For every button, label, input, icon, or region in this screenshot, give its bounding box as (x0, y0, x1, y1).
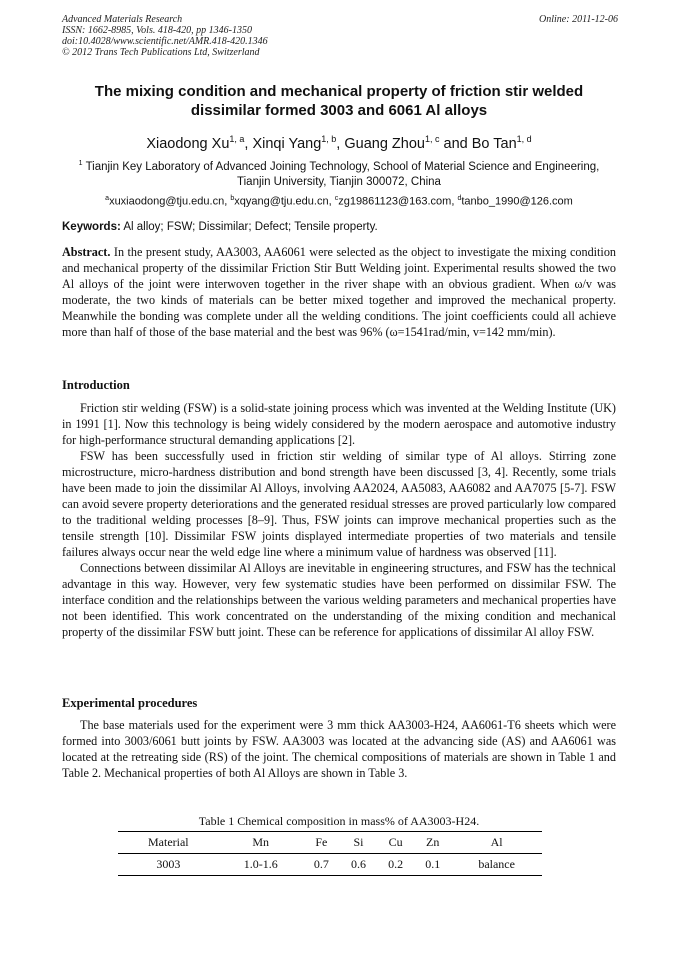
table-header-cell: Cu (388, 835, 403, 849)
table-cell: 1.0-1.6 (243, 857, 278, 871)
author-sup: 1, c (424, 134, 440, 144)
table-cell: 0.2 (388, 857, 404, 871)
author-name: Bo Tan (471, 135, 517, 152)
email-address[interactable]: xqyang@tju.edu.cn (234, 195, 329, 208)
author-list (62, 130, 616, 153)
issn-line: ISSN: 1662-8985, Vols. 418-420, pp 1346-1350 (62, 25, 252, 36)
author-name: Xinqi Yang (252, 135, 322, 152)
email-address[interactable]: xuxiaodong@tju.edu.cn (109, 195, 225, 208)
table-header-row (118, 832, 542, 854)
author-separator: , (244, 135, 253, 152)
email-address[interactable]: tanbo_1990@126.com (461, 195, 573, 208)
table-cell: 3003 (156, 857, 181, 871)
copyright-line: © 2012 Trans Tech Publications Ltd, Switzerland (62, 47, 260, 58)
email-sup: b (230, 195, 235, 202)
author-separator: , (336, 135, 345, 152)
table-cell: 0.6 (350, 857, 366, 871)
author-name: Guang Zhou (344, 135, 425, 152)
journal-name: Advanced Materials Research (62, 14, 183, 25)
paragraph: Connections between dissimilar Al Alloys are inevitable in engineering structures, and FSW has the technical advantage in this way. However, very few systematic studies have been performed on dissimilar FSW. The interface condition and the relationships between the various welding parameters and mechanical properties have not been identified. This work concentrated on the understanding of the mixing condition and mechanical property of the dissimilar FSW butt joint. These can be reference for applications of dissimilar Al alloy FSW. (62, 561, 616, 639)
author-sup: 1, d (516, 134, 532, 144)
table-row (118, 854, 542, 876)
email-sup: a (105, 195, 110, 202)
email-separator: , (451, 195, 458, 208)
email-sup: c (334, 195, 339, 202)
composition-table (118, 831, 542, 876)
table-header-cell: Mn (252, 835, 270, 849)
paragraph: The base materials used for the experiment were 3 mm thick AA3003-H24, AA6061-T6 sheets which were formed into 3003/6061 butt joints by FSW. AA3003 was located at the advancing side (AS) and AA6061 was located at the retreating side (RS) of the joint. The chemical compositions of materials are shown in Table 1 and Table 2. Mechanical properties of both Al Alloys are shown in Table 3. (62, 718, 616, 780)
paragraph: Friction stir welding (FSW) is a solid-state joining process which was invented at the Welding Institute (UK) in 1991 [1]. Now this technology is being widely considered by the modern aerospace and automotive industry for high-performance structural demanding applications [2]. (62, 401, 616, 447)
table-header-cell: Material (147, 835, 189, 849)
author-sup: 1, a (229, 134, 245, 144)
abstract-label: Abstract. (62, 245, 111, 259)
journal-header (62, 14, 618, 58)
table-header-cell: Si (353, 835, 364, 849)
table-cell: balance (478, 857, 515, 871)
affiliation-text: Tianjin Key Laboratory of Advanced Joining Technology, School of Material Science and Engineering, Tianjin University, Tianjin 300072, China (85, 160, 600, 188)
table-header-cell: Al (490, 835, 503, 849)
table-cell: 0.7 (313, 857, 329, 871)
keywords-text: Al alloy; FSW; Dissimilar; Defect; Tensile property. (123, 221, 378, 233)
table-cell: 0.1 (425, 857, 441, 871)
email-separator: , (224, 195, 231, 208)
abstract (62, 244, 616, 340)
experimental-body (62, 717, 616, 781)
paragraph: FSW has been successfully used in friction stir welding of similar type of Al alloys. Stirring zone microstructure, micro-hardness distribution and bond strength have been discussed [3, 4]. Recently, some trials have been made to join the dissimilar Al Alloys, involving AA2024, AA5083, AA6082 and AA7075 [5-7]. FSW can avoid severe property deteriorations and the generated residual stresses are proved particularly low compared to the traditional welding processes [8–9]. Thus, FSW joints can improve mechanical properties such as the tensile strength [10]. Dissimilar FSW joints displayed intermediate properties of two materials and tensile failures always occur near the weld edge line where a minimum value of hardness was observed [11]. (62, 449, 616, 559)
paper-title: The mixing condition and mechanical property of friction stir welded dissimilar formed 3003 and 6061 Al alloys (94, 83, 584, 119)
email-separator: , (328, 195, 335, 208)
affiliation-sup: 1 (78, 160, 83, 167)
table-header-cell: Fe (315, 835, 328, 849)
introduction-body (62, 400, 616, 640)
author-name: Xiaodong Xu (146, 135, 230, 152)
abstract-text: In the present study, AA3003, AA6061 were selected as the object to investigate the mixing condition and mechanical property of the dissimilar Friction Stir Butt Welding joint. Experimental results showed the two Al alloys of the joint were interwoven together in the river shape with an obvious gradient. When ω/v was moderate, the two kinds of materials can be better mixed together and improved the mechanical property. Meanwhile the bonding was complete under all the welding conditions. The joint coefficients could all achieve more than half of those of the base material and the best was 96% (ω=1541rad/min, v=142 mm/min). (62, 245, 617, 339)
introduction-heading: Introduction (62, 378, 130, 392)
table-header-cell: Zn (426, 835, 440, 849)
email-list (62, 192, 616, 209)
keywords (62, 220, 616, 235)
email-address[interactable]: zg19861123@163.com (338, 195, 452, 208)
table-caption: Table 1 Chemical composition in mass% of AA3003-H24. (198, 814, 480, 828)
experimental-heading: Experimental procedures (62, 696, 198, 710)
online-date: Online: 2011-12-06 (539, 14, 618, 25)
author-sup: 1, b (321, 134, 337, 144)
email-sup: d (457, 195, 462, 202)
affiliation (62, 156, 616, 190)
keywords-label: Keywords: (62, 221, 121, 233)
author-separator: and (439, 135, 472, 152)
doi-line[interactable]: doi:10.4028/www.scientific.net/AMR.418-420.1346 (62, 36, 268, 47)
